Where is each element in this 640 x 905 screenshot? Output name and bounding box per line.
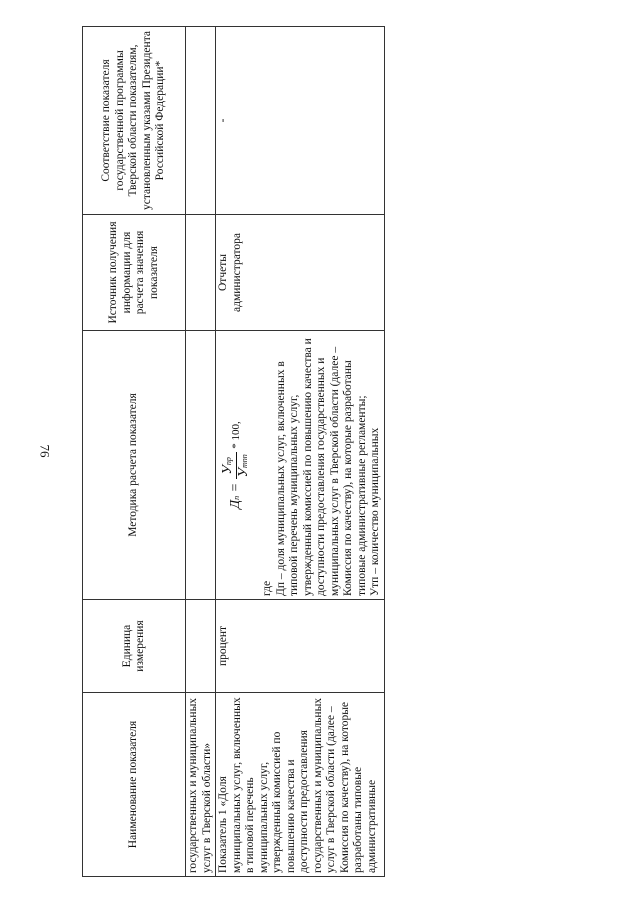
cell-empty <box>186 331 216 600</box>
table-row <box>216 27 385 877</box>
cell-unit: процент <box>216 600 385 693</box>
cell-empty <box>186 215 216 331</box>
page-number: 76 <box>37 444 53 458</box>
formula: Дп = Упр Утпп * 100, <box>220 421 251 509</box>
table-row <box>186 27 216 877</box>
formula-tail: * 100, <box>230 421 243 449</box>
formula-lhs: Д <box>228 499 244 509</box>
cell-empty <box>186 27 216 215</box>
header-compliance: Соответствие показателя государственной программы Тверской области показателям, установленным указами Президента Российской Федерации* <box>83 27 186 215</box>
header-source: Источник получения информации для расчета значения показателя <box>83 215 186 331</box>
header-indicator-name: Наименование показателя <box>83 693 186 877</box>
cell-name-continued: государственных и муниципальных услуг в Тверской области» <box>186 693 216 877</box>
cell-compliance: - <box>216 27 385 215</box>
formula-fraction <box>221 452 251 479</box>
rotated-table-container <box>82 31 381 877</box>
header-method: Методика расчета показателя <box>83 331 186 600</box>
cell-empty <box>186 600 216 693</box>
formula-numerator: У <box>220 465 235 475</box>
method-text-continued: Утп – количество муниципальных <box>369 427 381 596</box>
formula-numerator-sub: пр <box>224 457 233 466</box>
indicators-table <box>82 26 385 877</box>
table-header-row <box>83 27 186 877</box>
cell-source: Отчеты администратора <box>216 215 385 331</box>
method-text: Дп – доля муниципальных услуг, включенных в типовой перечень муниципальных услуг, утвержденный комиссией по повышению качества и доступности предоставления государственных и муниципальных услуг в Тверской области (далее – Комиссия по качеству), на которые разработаны типовые административные регламенты; <box>274 338 368 596</box>
formula-denominator: У <box>235 468 251 478</box>
header-unit: Единица измерения <box>83 600 186 693</box>
cell-method <box>216 331 385 600</box>
formula-lhs-sub: п <box>232 495 242 500</box>
formula-denominator-sub: тпп <box>239 454 249 468</box>
cell-indicator-name: Показатель 1 «Доля муниципальных услуг, включенных в типовой перечень муниципальных услуг, утвержденный комиссией по повышению качества и доступности предоставления государственных и муниципальных услуг в Тверской области (далее – Комиссия по качеству), на которые разработаны типовые административные <box>216 693 385 877</box>
method-where: где <box>261 580 273 596</box>
